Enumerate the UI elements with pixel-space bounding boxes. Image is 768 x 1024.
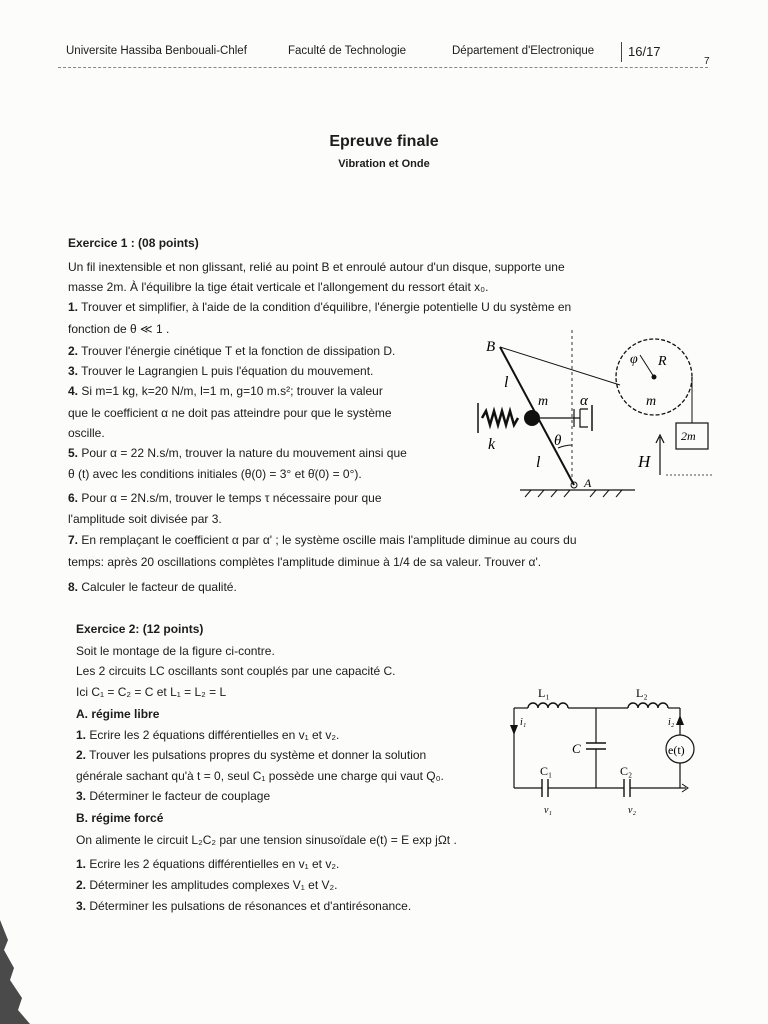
header-divider [621,42,622,62]
university-name: Universite Hassiba Benbouali-Chlef [66,45,247,57]
ground-hatching [525,490,622,497]
ex2a-question-2 [76,748,426,762]
ex1-question-5 [68,446,407,460]
ex2b-intro: On alimente le circuit L₂C₂ par une tension sinusoïdale e(t) = E exp jΩt . [76,833,457,847]
label-l-bottom: l [536,454,541,471]
ex2b-question-1 [76,857,339,871]
question-text: Trouver le Lagrangien L puis l'équation du mouvement. [81,364,374,378]
corner-mark: 7 [704,56,710,67]
ex1-question-4 [68,384,383,398]
label-m-disk: m [646,394,657,409]
question-number: 1. [76,857,87,871]
mechanical-system-figure [470,325,720,505]
label-L1: L₁ [538,686,550,700]
ex1-question-2 [68,344,395,358]
page-title: Epreuve finale [329,133,439,150]
ex1-question-7 [68,533,577,547]
header-rule [58,67,708,68]
question-text: Pour α = 22 N.s/m, trouver la nature du mouvement ainsi que [81,446,407,460]
ex1-question-1 [68,300,571,314]
label-v1: v₁ [544,805,552,816]
question-number: 3. [68,364,79,378]
question-text: Déterminer les pulsations de résonances et d'antirésonance. [89,899,412,913]
label-alpha: α [580,393,588,409]
label-phi: φ [630,352,638,367]
question-text: Ecrire les 2 équations différentielles en v₁ et v₂. [89,728,340,742]
page-header [66,42,702,64]
ex2a-question-3 [76,789,270,803]
exercise2-heading: Exercice 2: (12 points) [76,622,204,636]
label-theta: θ [554,433,562,449]
label-C1: C₁ [540,764,553,778]
pendulum-mass [524,410,540,426]
ex1-text-line: que le coefficient α ne doit pas atteindre pour que le système [68,406,392,420]
question-number: 4. [68,384,79,398]
question-number: 7. [68,533,79,547]
question-number: 8. [68,580,79,594]
label-v2: v₂ [628,805,636,816]
question-text: Déterminer les amplitudes complexes V₁ et V₂. [89,878,338,892]
part-b-heading: B. régime forcé [76,811,164,825]
question-number: 1. [76,728,87,742]
label-k: k [488,436,496,453]
question-number: 1. [68,300,79,314]
question-text: Calculer le facteur de qualité. [81,580,237,594]
question-text: Trouver les pulsations propres du système et donner la solution [89,748,427,762]
label-2m: 2m [681,429,696,443]
label-R: R [658,354,667,369]
label-l-top: l [504,374,509,391]
label-i2: i₂ [668,717,675,728]
current-i2-arrow [676,715,684,725]
question-text: Déterminer le facteur de couplage [89,789,271,803]
question-text: Pour α = 2N.s/m, trouver le temps τ nécessaire pour que [81,491,382,505]
question-text: Trouver et simplifier, à l'aide de la condition d'équilibre, l'énergie potentielle U du système en [81,300,572,314]
question-number: 2. [68,344,79,358]
label-A: A [584,476,592,490]
label-B: B [486,339,496,355]
question-number: 6. [68,491,79,505]
ex1-text-line: l'amplitude soit divisée par 3. [68,512,222,526]
label-m: m [538,394,549,409]
question-number: 2. [76,748,87,762]
ex1-text-line: oscille. [68,426,105,440]
faculty-name: Faculté de Technologie [288,45,407,57]
ex2-text-line: générale sachant qu'à t = 0, seul C₁ possède une charge qui vaut Q₀. [76,769,444,783]
question-number: 3. [76,899,87,913]
ex2-intro-line: Soit le montage de la figure ci-contre. [76,644,275,658]
inductor-L1 [528,703,568,708]
question-number: 5. [68,446,79,460]
question-number: 3. [76,789,87,803]
spring [482,411,518,425]
question-text: Si m=1 kg, k=20 N/m, l=1 m, g=10 m.s²; trouver la valeur [81,384,383,398]
label-i1: i₁ [520,717,527,728]
ex1-text-line: fonction de θ ≪ 1 . [68,322,170,336]
academic-year: 16/17 [628,44,661,59]
part-a-heading: A. régime libre [76,707,160,721]
question-text: En remplaçant le coefficient α par α' ; le système oscille mais l'amplitude diminue au cours du [81,533,577,547]
label-C2: C₂ [620,764,633,778]
ex1-question-3 [68,364,373,378]
current-i1-arrow [510,725,518,735]
label-e-t: e(t) [668,743,685,757]
ex1-text-line: temps: après 20 oscillations complètes l'amplitude diminue à 1/4 de sa valeur. Trouver α'. [68,555,542,569]
ex1-text-line: masse 2m. À l'équilibre la tige était verticale et l'allongement du ressort était x₀. [68,280,489,294]
ex1-text-line: θ (t) avec les conditions initiales (θ(0) = 3° et θ̇(0) = 0°). [68,467,362,481]
label-H: H [638,452,651,471]
ex2b-question-3 [76,899,411,913]
label-L2: L₂ [636,686,648,700]
scan-shadow [0,920,30,1024]
ex1-question-6 [68,491,382,505]
ex2-intro-line: Ici C₁ = C₂ = C et L₁ = L₂ = L [76,685,227,699]
question-text: Trouver l'énergie cinétique T et la fonction de dissipation D. [81,344,396,358]
ex2-intro-line: Les 2 circuits LC oscillants sont couplés par une capacité C. [76,664,396,678]
disk-radius [640,355,654,377]
coupled-lc-circuit-figure [500,683,700,823]
question-number: 2. [76,878,87,892]
label-C: C [572,741,581,756]
department-name: Département d'Electronique [452,45,595,57]
ex1-question-8 [68,580,237,594]
exercise1-heading: Exercice 1 : (08 points) [68,236,199,250]
ex1-text-line: Un fil inextensible et non glissant, relié au point B et enroulé autour d'un disque, supporte une [68,260,565,274]
page-subtitle: Vibration et Onde [338,158,430,170]
scan-artifact [0,920,60,1024]
ex2b-question-2 [76,878,338,892]
inductor-L2 [628,703,668,708]
ex2a-question-1 [76,728,339,742]
question-text: Ecrire les 2 équations différentielles en v₁ et v₂. [89,857,340,871]
